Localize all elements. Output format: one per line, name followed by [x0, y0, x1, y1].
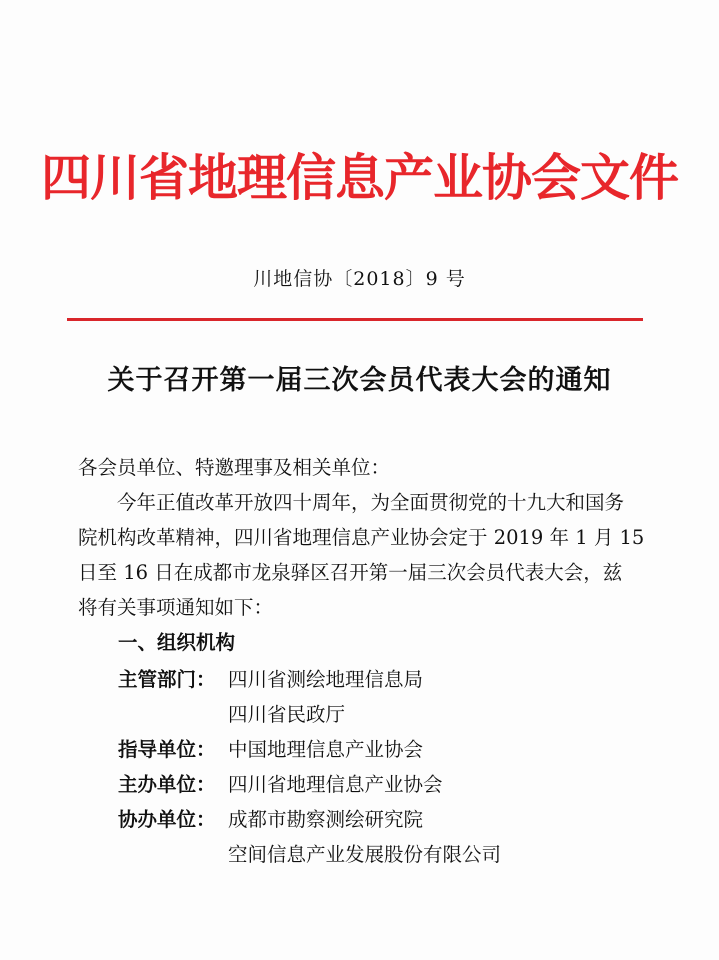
org-row-guidance	[118, 732, 423, 767]
paragraph-line: 今年正值改革开放四十周年，为全面贯彻党的十九大和国务	[117, 491, 625, 514]
org-row-supervisor	[118, 662, 423, 697]
org-row-co-organizer-2	[118, 837, 501, 872]
document-number: 川地信协〔2018〕9 号	[253, 268, 466, 290]
org-row-co-organizer	[118, 802, 423, 837]
salutation: 各会员单位、特邀理事及相关单位：	[78, 456, 391, 479]
paragraph-line: 将有关事项通知如下：	[78, 596, 274, 619]
document-header-title: 四川省地理信息产业协会文件	[41, 148, 678, 207]
paragraph-line: 院机构改革精神，四川省地理信息产业协会定于 2019 年 1 月 15	[78, 526, 645, 549]
org-value: 成都市勘察测绘研究院	[228, 808, 424, 831]
org-value: 四川省地理信息产业协会	[228, 773, 443, 796]
org-value: 四川省民政厅	[228, 703, 346, 726]
notice-title: 关于召开第一届三次会员代表大会的通知	[107, 365, 612, 396]
org-row-supervisor-2	[118, 697, 345, 732]
org-label: 协办单位：	[118, 808, 216, 831]
red-divider-rule	[67, 318, 643, 321]
org-value: 四川省测绘地理信息局	[228, 668, 424, 691]
org-label: 主办单位：	[118, 773, 216, 796]
org-value: 空间信息产业发展股份有限公司	[228, 843, 502, 866]
section-heading-organization: 一、组织机构	[118, 631, 236, 654]
paragraph-line: 日至 16 日在成都市龙泉驿区召开第一届三次会员代表大会，兹	[78, 561, 623, 584]
org-row-host	[118, 767, 443, 802]
org-label: 指导单位：	[118, 738, 216, 761]
org-value: 中国地理信息产业协会	[228, 738, 424, 761]
org-label: 主管部门：	[118, 668, 216, 691]
